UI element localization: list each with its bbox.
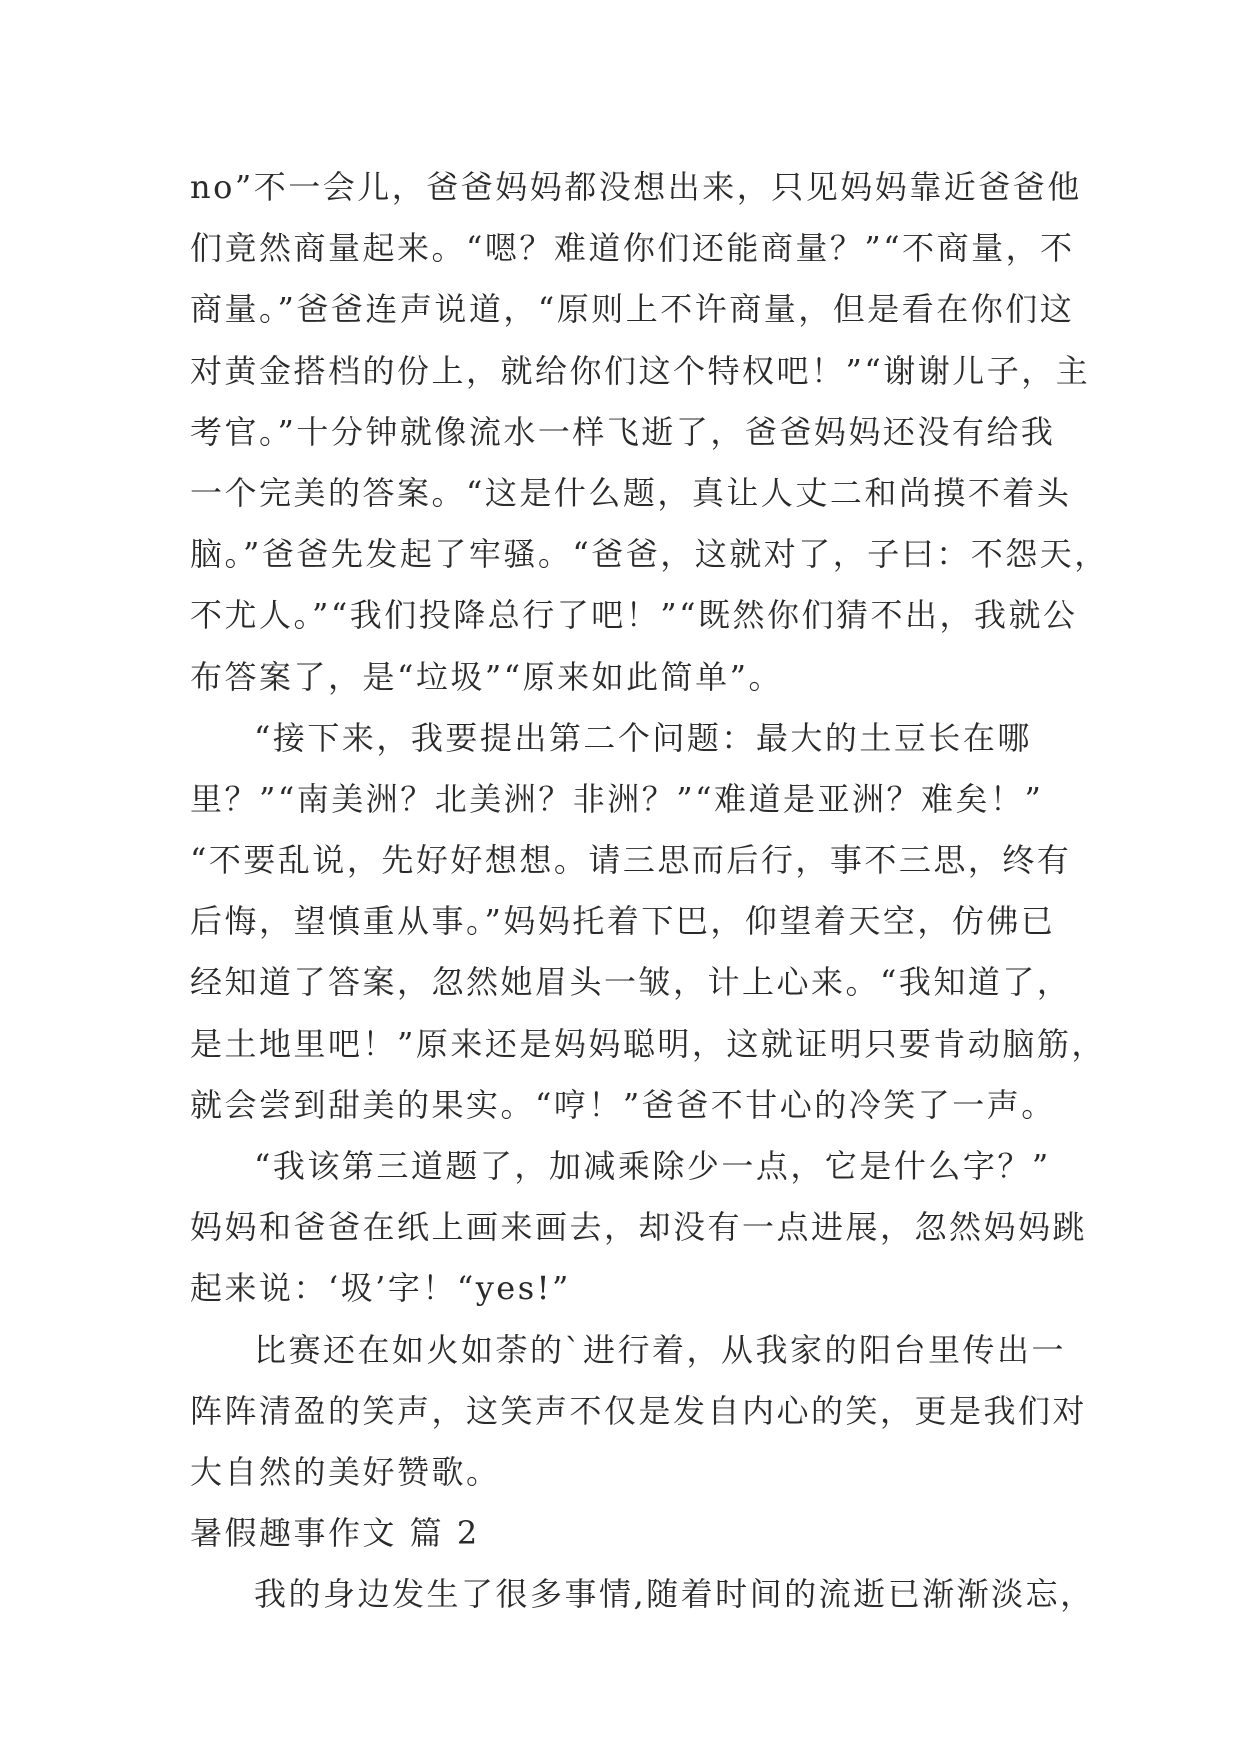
- text-line: 阵阵清盈的笑声，这笑声不仅是发自内心的笑，更是我们对: [190, 1391, 1088, 1430]
- text-line: 商量。”爸爸连声说道，“原则上不许商量，但是看在你们这: [190, 290, 1075, 329]
- text-line: no”不一会儿，爸爸妈妈都没想出来，只见妈妈靠近爸爸他: [190, 168, 1082, 206]
- text-line: 后悔，望慎重从事。”妈妈托着下巴，仰望着天空，仿佛已: [190, 902, 1056, 941]
- text-line: 经知道了答案，忽然她眉头一皱，计上心来。“我知道了，: [190, 963, 1072, 1002]
- text-line: 就会尝到甜美的果实。“哼！”爸爸不甘心的冷笑了一声。: [190, 1085, 1056, 1124]
- text-line: 起来说：‘圾’字！“yes!”: [190, 1269, 571, 1308]
- paragraph-first-line: “我该第三道题了，加减乘除少一点，它是什么字？”: [254, 1147, 1051, 1185]
- text-line: 妈妈和爸爸在纸上画来画去，却没有一点进展，忽然妈妈跳: [190, 1208, 1088, 1247]
- text-line: 对黄金搭档的份上，就给你们这个特权吧！”“谢谢儿子，主: [190, 351, 1091, 390]
- paragraph-first-line: 比赛还在如火如荼的`进行着，从我家的阳台里传出一: [254, 1330, 1067, 1369]
- document-body: [190, 157, 1109, 1626]
- text-line: 里？”“南美洲？北美洲？非洲？”“难道是亚洲？难矣！”: [190, 779, 1044, 818]
- paragraph-first-line: “接下来，我要提出第二个问题：最大的土豆长在哪: [254, 718, 1032, 757]
- text-line: 大自然的美好赞歌。: [190, 1452, 501, 1491]
- text-line: “不要乱说，先好好想想。请三思而后行，事不三思，终有: [190, 841, 1072, 880]
- section-heading: 暑假趣事作文 篇 2: [190, 1514, 480, 1553]
- text-line: 一个完美的答案。“这是什么题，真让人丈二和尚摸不着头: [190, 473, 1072, 512]
- text-line: 考官。”十分钟就像流水一样飞逝了，爸爸妈妈还没有给我: [190, 412, 1056, 451]
- text-line: 脑。”爸爸先发起了牢骚。“爸爸，这就对了，子曰：不怨天，: [190, 535, 1109, 574]
- text-line: 是土地里吧！”原来还是妈妈聪明，这就证明只要肯动脑筋，: [190, 1024, 1106, 1063]
- text-line: 布答案了，是“垃圾”“原来如此简单”。: [190, 657, 783, 696]
- paragraph-first-line: 我的身边发生了很多事情,随着时间的流逝已渐渐淡忘，: [254, 1575, 1095, 1614]
- text-line: 不尤人。”“我们投降总行了吧！”“既然你们猜不出，我就公: [190, 596, 1078, 635]
- text-line: 们竟然商量起来。“嗯？难道你们还能商量？”“不商量，不: [190, 229, 1075, 268]
